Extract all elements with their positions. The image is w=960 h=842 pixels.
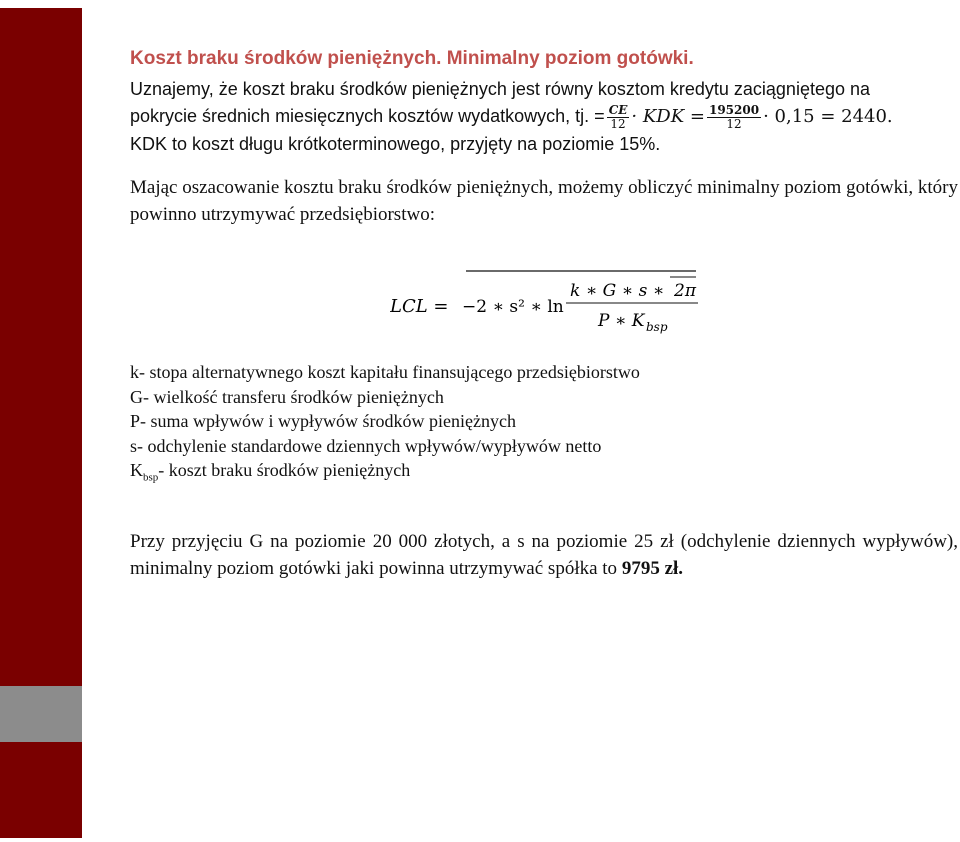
definition-kbsp: [130, 458, 930, 490]
paragraph-1-line-3: KDK to koszt długu krótkoterminowego, przyjęty na poziomie 15%.: [130, 133, 661, 154]
fraction-ce-numerator: CE: [608, 102, 628, 117]
final-text-body: Przy przyjęciu G na poziomie 20 000 złotych, a s na poziomie 25 zł (odchylenie dziennych wypływów), minimalny poziom gotówki jaki powinna utrzymywać spółka to: [130, 531, 958, 579]
fraction-195200-numerator: 195200: [708, 102, 760, 117]
definition-k: k- stopa alternatywnego koszt kapitału finansującego przedsiębiorstwo: [130, 362, 640, 382]
final-paragraph: [130, 528, 958, 582]
definition-s: s- odchylenie standardowe dziennych wpływów/wypływów netto: [130, 435, 602, 456]
kdk-expression: · KDK =: [631, 106, 705, 127]
fraction-195200-denominator: 12: [726, 116, 742, 131]
definition-kbsp-symbol: K: [130, 460, 143, 480]
formula-middle: −2 ∗ s² ∗ ln: [462, 297, 564, 317]
definition-g: G- wielkość transferu środków pieniężnych: [130, 386, 444, 407]
paragraph-1-line-2-text: pokrycie średnich miesięcznych kosztów wydatkowych, tj. =: [130, 106, 605, 126]
lcl-formula: [390, 268, 710, 338]
sidebar-gray-block: [0, 686, 82, 742]
fraction-ce-denominator: 12: [610, 116, 626, 131]
paragraph-1-line-2: [130, 103, 958, 131]
paragraph-1-line-1: Uznajemy, że koszt braku środków pieniężnych jest równy kosztom kredytu zaciągniętego na: [130, 79, 871, 99]
fraction-ce-12: [607, 104, 630, 131]
formula-denominator-subscript: bsp: [646, 320, 668, 334]
content-top: [130, 46, 958, 228]
definitions-list: [130, 360, 930, 490]
page-title: Koszt braku środków pieniężnych. Minimalny poziom gotówki.: [130, 48, 694, 69]
definition-p: P- suma wpływów i wypływów środków pieniężnych: [130, 411, 516, 431]
definition-kbsp-text: - koszt braku środków pieniężnych: [158, 460, 411, 480]
fraction-195200-12: [707, 104, 761, 131]
result-expression: · 0,15 = 2440.: [763, 106, 893, 127]
formula-numerator: k ∗ G ∗ s ∗: [570, 281, 665, 301]
formula-denominator: P ∗ K: [598, 311, 645, 331]
formula-lhs: LCL =: [390, 296, 449, 317]
final-result: 9795 zł.: [621, 558, 684, 579]
paragraph-2: Mając oszacowanie kosztu braku środków pieniężnych, możemy obliczyć minimalny poziom gotówki, który powinno utrzymywać przedsiębiorstwo:: [130, 176, 958, 225]
sidebar-red-block: [0, 8, 82, 686]
final-text: [130, 528, 958, 582]
definition-kbsp-subscript: bsp: [143, 471, 159, 484]
left-sidebar-band: [0, 0, 82, 842]
sidebar-red-block-bottom: [0, 742, 82, 838]
formula-2pi: 2π: [674, 281, 696, 301]
